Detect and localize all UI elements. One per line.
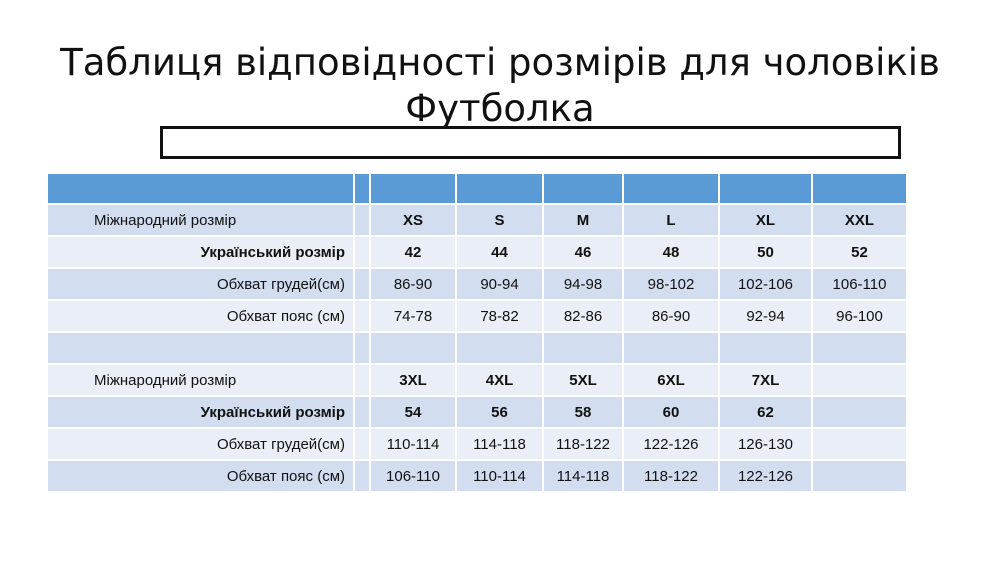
row-label: Міжнародний розмір: [48, 204, 354, 236]
table-cell: 7XL: [719, 364, 812, 396]
table-cell: [812, 364, 907, 396]
table-cell: 86-90: [370, 268, 456, 300]
table-row: [48, 460, 907, 492]
row-label: Обхват грудей(см): [48, 428, 354, 460]
table-cell: 106-110: [370, 460, 456, 492]
table-row: [48, 204, 907, 236]
table-cell: 118-122: [623, 460, 719, 492]
table-row: [48, 428, 907, 460]
slide-title: [0, 40, 1000, 132]
table-cell: 114-118: [456, 428, 543, 460]
table-cell: [812, 460, 907, 492]
row-label: Обхват пояс (см): [48, 300, 354, 332]
row-label: Міжнародний розмір: [48, 364, 354, 396]
table-cell: 110-114: [456, 460, 543, 492]
table-row: [48, 268, 907, 300]
table-cell: [812, 396, 907, 428]
table-cell: 106-110: [812, 268, 907, 300]
table-spacer-row: [48, 332, 907, 364]
table-cell: 78-82: [456, 300, 543, 332]
table-cell: 92-94: [719, 300, 812, 332]
table-cell: 118-122: [543, 428, 623, 460]
table-cell: 102-106: [719, 268, 812, 300]
table-cell: 96-100: [812, 300, 907, 332]
table-cell: 44: [456, 236, 543, 268]
empty-outline-box: [160, 126, 901, 159]
table-cell: XL: [719, 204, 812, 236]
table-cell: 42: [370, 236, 456, 268]
table-cell: 3XL: [370, 364, 456, 396]
table-cell: 90-94: [456, 268, 543, 300]
table-cell: [812, 428, 907, 460]
table-cell: 58: [543, 396, 623, 428]
table-cell: 86-90: [623, 300, 719, 332]
table-cell: M: [543, 204, 623, 236]
table-cell: 5XL: [543, 364, 623, 396]
table-cell: 48: [623, 236, 719, 268]
table-cell: 46: [543, 236, 623, 268]
table-row: [48, 236, 907, 268]
table-cell: 50: [719, 236, 812, 268]
table-cell: 6XL: [623, 364, 719, 396]
row-label: Обхват грудей(см): [48, 268, 354, 300]
table-cell: 122-126: [719, 460, 812, 492]
table-row: [48, 300, 907, 332]
table-cell: 74-78: [370, 300, 456, 332]
row-label: Український розмір: [48, 236, 354, 268]
row-label: Український розмір: [48, 396, 354, 428]
table-cell: 62: [719, 396, 812, 428]
table-cell: 60: [623, 396, 719, 428]
table-cell: 4XL: [456, 364, 543, 396]
table-cell: 126-130: [719, 428, 812, 460]
table-cell: 82-86: [543, 300, 623, 332]
table-cell: 54: [370, 396, 456, 428]
table-cell: 52: [812, 236, 907, 268]
title-line-1: Таблиця відповідності розмірів для чоловіків: [60, 41, 940, 84]
table-cell: 98-102: [623, 268, 719, 300]
table-cell: 94-98: [543, 268, 623, 300]
title-line-2: Футболка: [405, 87, 595, 130]
table-row: [48, 364, 907, 396]
size-table: [48, 174, 908, 493]
table-cell: XS: [370, 204, 456, 236]
table-header-row: [48, 174, 907, 204]
table-cell: 56: [456, 396, 543, 428]
table-cell: L: [623, 204, 719, 236]
row-label: Обхват пояс (см): [48, 460, 354, 492]
table-cell: 114-118: [543, 460, 623, 492]
table-cell: 122-126: [623, 428, 719, 460]
table-cell: XXL: [812, 204, 907, 236]
table-cell: S: [456, 204, 543, 236]
table-cell: 110-114: [370, 428, 456, 460]
table-row: [48, 396, 907, 428]
